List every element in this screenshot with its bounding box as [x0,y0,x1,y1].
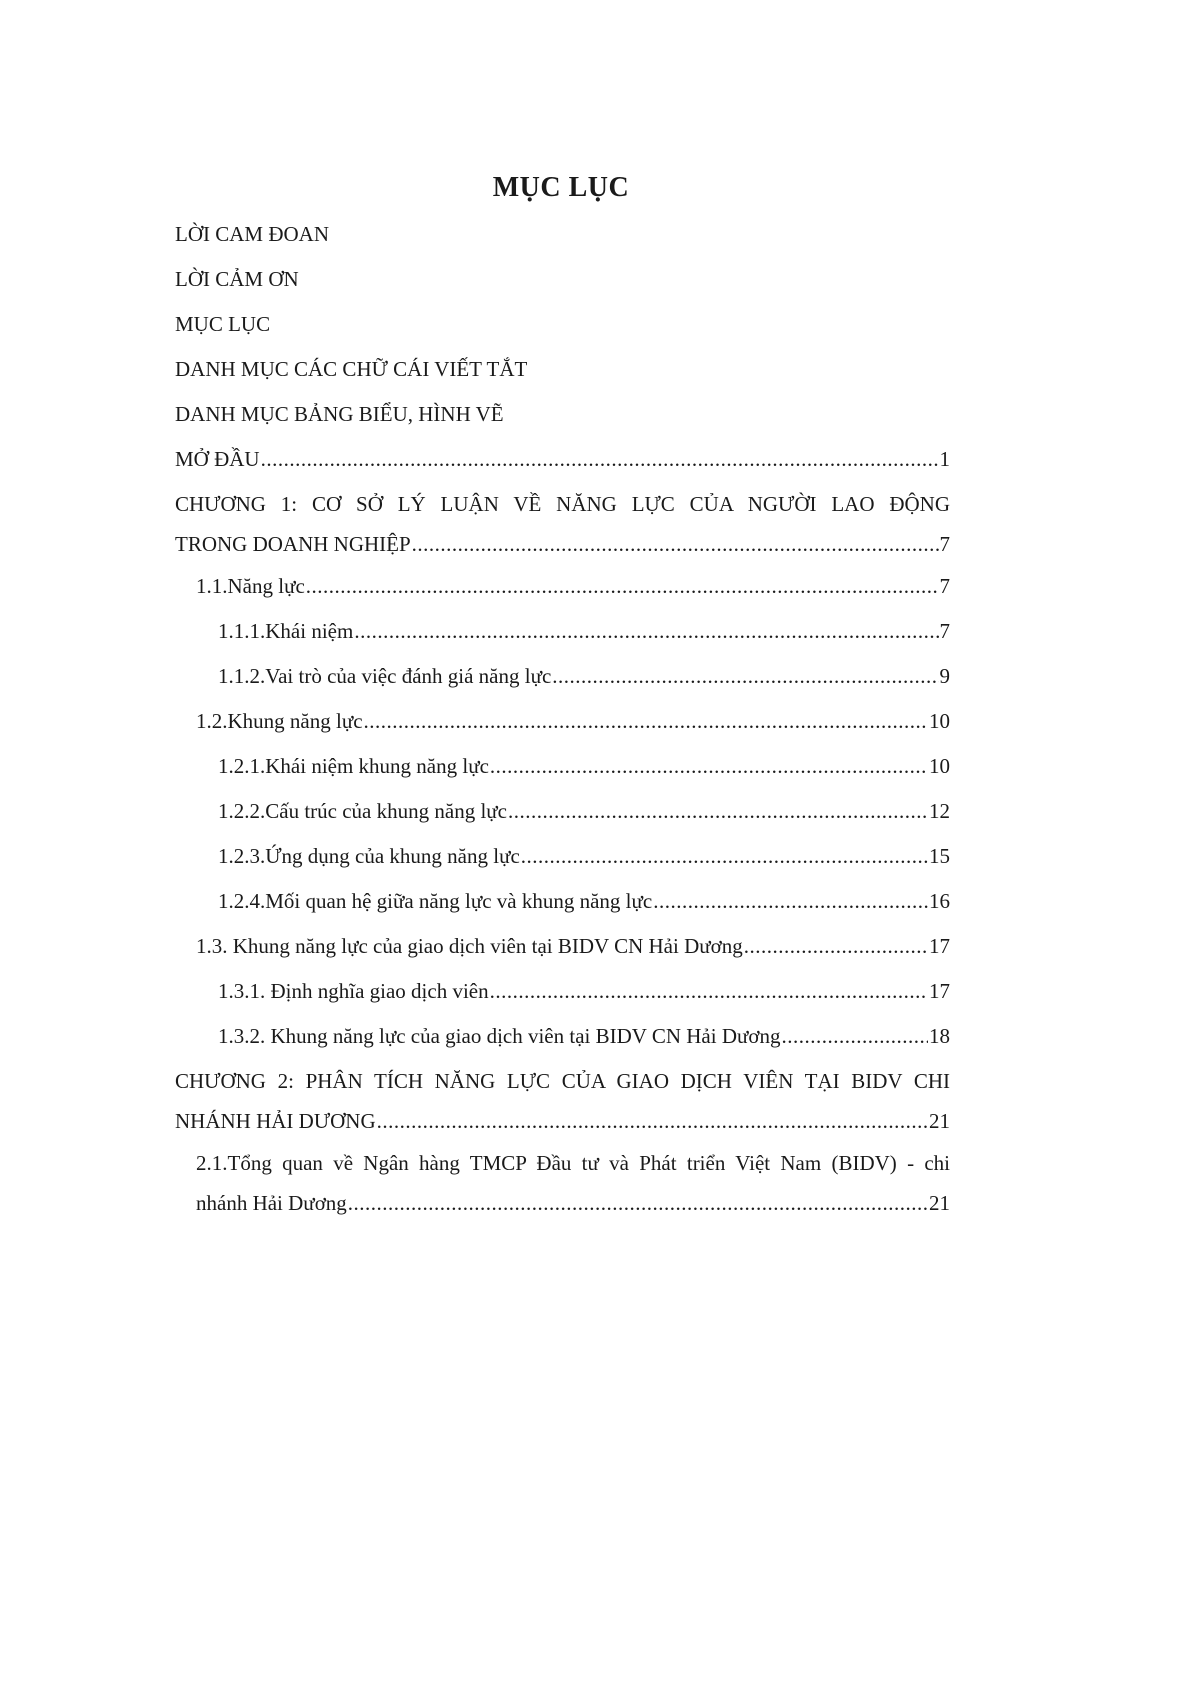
toc-entry-text: 1.3.1. Định nghĩa giao dịch viên [218,979,489,1003]
toc-entry-text: 1.2.2.Cấu trúc của khung năng lực [218,799,507,823]
dot-leader [490,979,928,1003]
toc-entry-text: 1.3.2. Khung năng lực của giao dịch viên tại BIDV CN Hải Dương [218,1024,781,1048]
toc-entry-text-line2: nhánh Hải Dương [196,1191,347,1215]
toc-entry-chuong-2[interactable] [175,1069,950,1133]
toc-page-number: 9 [939,664,950,688]
dot-leader [364,709,928,733]
dot-leader [377,1109,928,1133]
toc-entry-danh-muc-bang-bieu[interactable] [175,402,950,426]
toc-page-number: 18 [929,1024,950,1048]
dot-leader [552,664,938,688]
toc-entry-text: LỜI CAM ĐOAN [175,222,329,246]
toc-entry-text: MỞ ĐẦU [175,447,260,471]
toc-entry-1-3-1[interactable] [218,979,950,1003]
toc-page-number: 21 [929,1191,950,1215]
toc-entry-danh-muc-chu-viet-tat[interactable] [175,357,950,381]
toc-entry-text: 1.2.1.Khái niệm khung năng lực [218,754,489,778]
toc-entry-1-2-3[interactable] [218,844,950,868]
toc-page-number: 16 [929,889,950,913]
toc-page-number: 12 [929,799,950,823]
toc-entry-text-line1: 2.1.Tổng quan về Ngân hàng TMCP Đầu tư và Phát triển Việt Nam (BIDV) - chi [196,1151,950,1175]
toc-page-number: 10 [929,709,950,733]
toc-entry-text: 1.1.Năng lực [196,574,305,598]
toc-entry-2-1[interactable] [196,1151,950,1215]
toc-entry-1-2[interactable] [196,709,950,733]
dot-leader [306,574,939,598]
dot-leader [348,1191,928,1215]
toc-page-number: 15 [929,844,950,868]
toc-entry-text: DANH MỤC BẢNG BIỂU, HÌNH VẼ [175,402,504,426]
toc-entry-text-line2: NHÁNH HẢI DƯƠNG [175,1109,376,1133]
toc-entry-text: 1.1.2.Vai trò của việc đánh giá năng lực [218,664,552,688]
toc-page-number: 17 [929,934,950,958]
dot-leader [354,619,938,643]
toc-entry-muc-luc[interactable] [175,312,950,336]
dot-leader [490,754,928,778]
toc-entry-text: 1.2.4.Mối quan hệ giữa năng lực và khung năng lực [218,889,653,913]
toc-entry-text-line1: CHƯƠNG 1: CƠ SỞ LÝ LUẬN VỀ NĂNG LỰC CỦA NGƯỜI LAO ĐỘNG [175,492,950,516]
toc-entry-1-3[interactable] [196,934,950,958]
toc-entry-text: 1.2.Khung năng lực [196,709,363,733]
toc-entry-loi-cam-doan[interactable] [175,222,950,246]
dot-leader [521,844,928,868]
toc-entry-1-3-2[interactable] [218,1024,950,1048]
toc-entry-mo-dau[interactable] [175,447,950,471]
toc-entry-text: MỤC LỤC [175,312,271,336]
toc-entry-1-1-2[interactable] [218,664,950,688]
toc-page-number: 7 [939,574,950,598]
toc-title: MỤC LỤC [492,172,630,203]
toc-entry-chuong-1[interactable] [175,492,950,556]
dot-leader [781,1024,928,1048]
toc-entry-1-2-4[interactable] [218,889,950,913]
toc-entry-1-2-2[interactable] [218,799,950,823]
toc-entry-text: 1.1.1.Khái niệm [218,619,354,643]
toc-page-number: 7 [939,532,950,556]
toc-entry-loi-cam-on[interactable] [175,267,950,291]
dot-leader [508,799,928,823]
toc-page-number: 21 [929,1109,950,1133]
dot-leader [744,934,928,958]
toc-entry-1-2-1[interactable] [218,754,950,778]
toc-page-number: 1 [939,447,950,471]
toc-entry-text-line1: CHƯƠNG 2: PHÂN TÍCH NĂNG LỰC CỦA GIAO DỊCH VIÊN TẠI BIDV CHI [175,1069,950,1093]
toc-page-number: 10 [929,754,950,778]
toc-entry-text: DANH MỤC CÁC CHỮ CÁI VIẾT TẮT [175,357,528,381]
toc-entry-1-1[interactable] [196,574,950,598]
toc-entry-text-line2: TRONG DOANH NGHIỆP [175,532,411,556]
toc-entry-text: LỜI CẢM ƠN [175,267,299,291]
dot-leader [412,532,939,556]
toc-page-number: 17 [929,979,950,1003]
dot-leader [261,447,939,471]
toc-entry-text: 1.2.3.Ứng dụng của khung năng lực [218,844,520,868]
toc-entry-1-1-1[interactable] [218,619,950,643]
toc-page-number: 7 [939,619,950,643]
dot-leader [653,889,928,913]
toc-entry-text: 1.3. Khung năng lực của giao dịch viên tại BIDV CN Hải Dương [196,934,743,958]
